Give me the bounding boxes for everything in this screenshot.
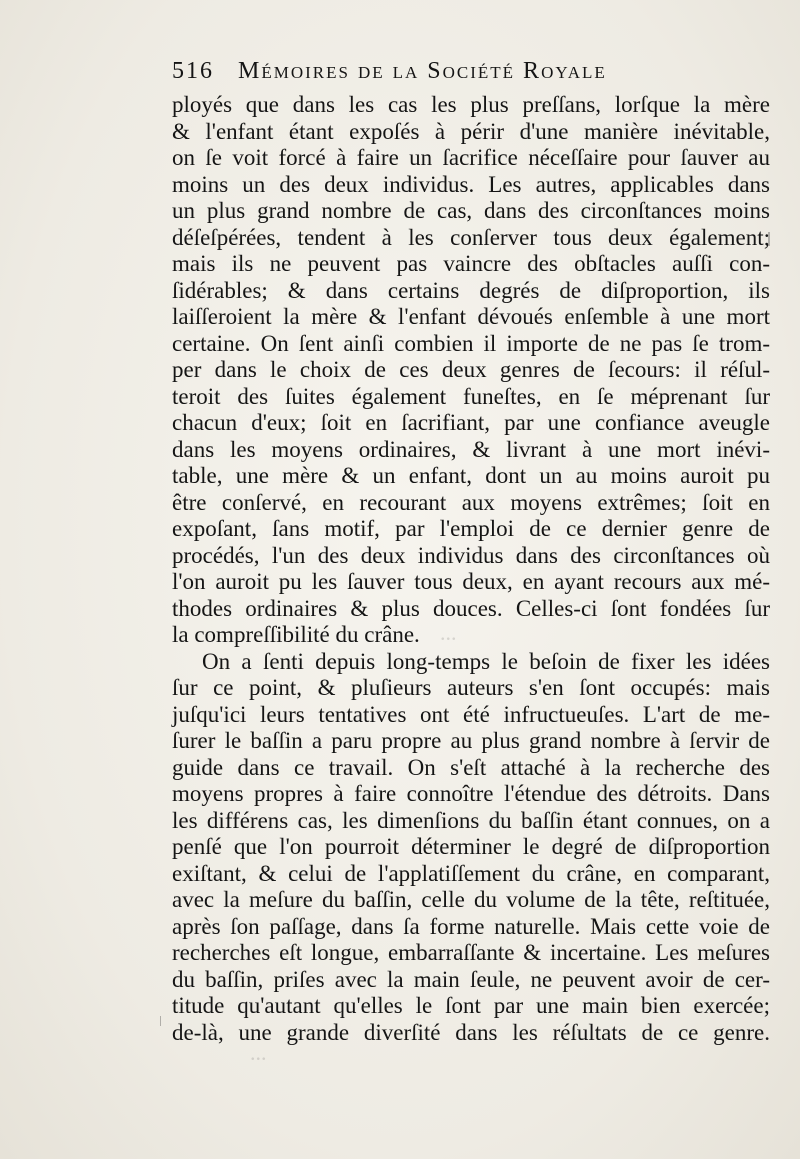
text-line: mais ils ne peuvent pas vaincre des obſtacles auſſi con- [172, 251, 770, 276]
text-line: on ſe voit forcé à faire un ſacrifice néceſſaire pour ſauver au [172, 145, 770, 170]
text-line: ployés que dans les cas les plus preſſans, lorſque la mère [172, 92, 770, 117]
text-line: un plus grand nombre de cas, dans des circonſtances moins [172, 198, 770, 223]
text-line: ſur ce point, & pluſieurs auteurs s'en ſont occupés: mais [172, 675, 770, 700]
text-line: ſidérables; & dans certains degrés de diſproportion, ils [172, 277, 770, 303]
text-line: l'on auroit pu les ſauver tous deux, en ayant recours aux mé- [172, 569, 770, 594]
paragraph-2 [172, 649, 770, 1047]
text-line: thodes ordinaires & plus douces. Celles-ci ſont fondées ſur [172, 595, 770, 621]
bleed-through-text: ... [250, 1040, 267, 1065]
text-line: & l'enfant étant expoſés à périr d'une manière inévitable, [172, 118, 770, 144]
running-title: Mémoires de la Société Royale [238, 58, 607, 84]
paragraph-1 [172, 92, 770, 649]
text-line: expoſant, ſans motif, par l'emploi de ce dernier genre de [172, 516, 770, 541]
text-line: moyens propres à faire connoître l'étendue des détroits. Dans [172, 781, 770, 806]
page-number: 516 [172, 58, 214, 84]
text-line: exiſtant, & celui de l'applatiſſement du crâne, en comparant, [172, 860, 770, 886]
text-line: juſqu'ici leurs tentatives ont été infructueuſes. L'art de me- [172, 701, 770, 727]
text-line: laiſſeroient la mère & l'enfant dévoués enſemble à une mort [172, 304, 770, 329]
margin-mark [160, 1016, 161, 1026]
text-line: guide dans ce travail. On s'eſt attaché à la recherche des [172, 754, 770, 780]
text-line: déſeſpérées, tendent à les conſerver tous deux également; [172, 224, 770, 250]
text-line: être conſervé, en recourant aux moyens extrêmes; ſoit en [172, 489, 770, 515]
text-line: procédés, l'un des deux individus dans des circonſtances où [172, 542, 770, 568]
text-line: du baſſin, priſes avec la main ſeule, ne peuvent avoir de cer- [172, 966, 770, 992]
text-line: avec la meſure du baſſin, celle du volume de la tête, reſtituée, [172, 887, 770, 912]
text-line: teroit des ſuites également funeſtes, en ſe méprenant ſur [172, 383, 770, 409]
text-line: chacun d'eux; ſoit en ſacrifiant, par une confiance aveugle [172, 410, 770, 435]
text-line: ſurer le baſſin a paru propre au plus grand nombre à ſervir de [172, 728, 770, 753]
text-line: dans les moyens ordinaires, & livrant à une mort inévi- [172, 436, 770, 462]
text-line: On a ſenti depuis long-temps le beſoin de fixer les idées [202, 648, 770, 674]
text-line: moins un des deux individus. Les autres, applicables dans [172, 171, 770, 197]
text-line: table, une mère & un enfant, dont un au moins auroit pu [172, 463, 770, 488]
text-line: recherches eſt longue, embarraſſante & incertaine. Les meſures [172, 940, 770, 965]
running-head [172, 58, 712, 90]
bleed-through-text: ... [440, 620, 457, 645]
text-line: les différens cas, les dimenſions du baſſin étant connues, on a [172, 807, 770, 833]
text-line: penſé que l'on pourroit déterminer le degré de diſproportion [172, 834, 770, 859]
text-line: de-là, une grande diverſité dans les réſultats de ce genre. [172, 1019, 770, 1045]
text-line: la compreſſibilité du crâne. [172, 622, 420, 647]
text-line: per dans le choix de ces deux genres de ſecours: il réſul- [172, 357, 770, 382]
text-line: après ſon paſſage, dans ſa forme naturelle. Mais cette voie de [172, 913, 770, 939]
text-line: titude qu'autant qu'elles le ſont par une main bien exercée; [172, 993, 770, 1018]
text-line: certaine. On ſent ainſi combien il importe de ne pas ſe trom- [172, 330, 770, 356]
body-text [172, 92, 770, 1046]
